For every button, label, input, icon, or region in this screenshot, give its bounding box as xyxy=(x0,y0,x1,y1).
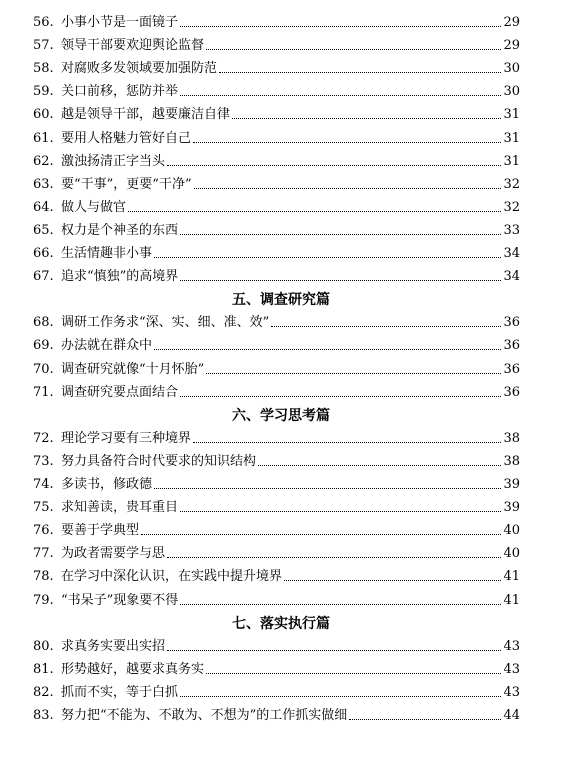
entry-number: 81. xyxy=(33,661,54,677)
entry-title: 形势越好，越要求真务实 xyxy=(61,661,205,677)
entry-page-number: 40 xyxy=(503,546,520,562)
toc-entry[interactable] xyxy=(33,197,520,217)
entry-title: 调查研究就像“十月怀胎” xyxy=(61,361,205,377)
toc-entry[interactable] xyxy=(33,382,520,402)
entry-page-number: 38 xyxy=(503,453,520,469)
entry-page-number: 36 xyxy=(503,361,520,377)
toc-entry[interactable] xyxy=(33,705,520,725)
dot-leader xyxy=(232,118,501,119)
toc-entry[interactable] xyxy=(33,220,520,240)
toc-entry[interactable] xyxy=(33,35,520,55)
entry-title: 激浊扬清正字当头 xyxy=(61,153,166,169)
entry-title: 越是领导干部，越要廉洁自律 xyxy=(61,107,231,123)
dot-leader xyxy=(193,442,501,443)
entry-number: 71. xyxy=(33,384,54,400)
entry-number: 66. xyxy=(33,246,54,261)
section-heading: 五、调查研究篇 xyxy=(232,292,330,309)
entry-page-number: 29 xyxy=(503,15,520,30)
dot-leader xyxy=(167,557,501,558)
toc-entry[interactable] xyxy=(33,151,520,171)
entry-number: 76. xyxy=(33,523,54,539)
entry-title: 追求“慎独”的高境界 xyxy=(61,269,179,285)
section-heading: 六、学习思考篇 xyxy=(232,407,330,424)
dot-leader xyxy=(180,396,501,397)
dot-leader xyxy=(167,165,501,166)
toc-entry[interactable] xyxy=(33,659,520,679)
entry-title: 求知善读，贵耳重目 xyxy=(61,500,179,516)
entry-title: 调查研究要点面结合 xyxy=(61,384,179,400)
section-heading: 七、落实执行篇 xyxy=(232,615,330,632)
entry-number: 70. xyxy=(33,361,54,377)
dot-leader xyxy=(180,696,501,697)
entry-number: 79. xyxy=(33,592,54,608)
dot-leader xyxy=(206,673,501,674)
dot-leader xyxy=(180,280,501,281)
entry-title: 在学习中深化认识，在实践中提升境界 xyxy=(61,569,283,585)
dot-leader xyxy=(180,511,501,512)
dot-leader xyxy=(180,95,501,96)
dot-leader xyxy=(154,257,501,258)
entry-number: 74. xyxy=(33,477,54,492)
entry-title: 努力具备符合时代要求的知识结构 xyxy=(61,453,257,469)
dot-leader xyxy=(128,211,501,212)
entry-number: 61. xyxy=(33,130,54,146)
entry-page-number: 41 xyxy=(503,569,520,585)
dot-leader xyxy=(193,142,501,143)
toc-entry[interactable] xyxy=(33,428,520,448)
entry-title: 小事小节是一面镜子 xyxy=(61,15,179,30)
entry-page-number: 30 xyxy=(503,84,520,100)
toc-entry[interactable] xyxy=(33,566,520,586)
dot-leader xyxy=(154,488,501,489)
entry-page-number: 36 xyxy=(503,384,520,400)
toc-entry[interactable] xyxy=(33,497,520,517)
entry-title: “书呆子”现象要不得 xyxy=(61,592,179,608)
entry-title: 要善于学典型 xyxy=(61,523,140,539)
dot-leader xyxy=(258,465,501,466)
entry-page-number: 39 xyxy=(503,500,520,516)
entry-number: 67. xyxy=(33,269,54,285)
toc-entry[interactable] xyxy=(33,335,520,355)
entry-page-number: 38 xyxy=(503,430,520,446)
entry-title: 理论学习要有三种境界 xyxy=(61,430,192,446)
toc-entry[interactable] xyxy=(33,128,520,148)
entry-number: 56. xyxy=(33,15,54,30)
entry-title: 对腐败多发领域要加强防范 xyxy=(61,61,218,77)
entry-number: 82. xyxy=(33,684,54,700)
dot-leader xyxy=(349,719,501,720)
entry-number: 73. xyxy=(33,453,54,469)
toc-entry[interactable] xyxy=(33,543,520,563)
toc-entry[interactable] xyxy=(33,359,520,379)
entry-page-number: 36 xyxy=(503,338,520,354)
dot-leader xyxy=(271,326,501,327)
entry-number: 60. xyxy=(33,107,54,123)
entry-number: 80. xyxy=(33,638,54,654)
entry-page-number: 32 xyxy=(503,199,520,215)
toc-entry[interactable] xyxy=(33,451,520,471)
entry-title: 领导干部要欢迎舆论监督 xyxy=(61,38,205,54)
entry-page-number: 36 xyxy=(503,315,520,331)
entry-title: 调研工作务求“深、实、细、准、效” xyxy=(61,315,270,331)
dot-leader xyxy=(194,188,502,189)
entry-number: 62. xyxy=(33,153,54,169)
dot-leader xyxy=(284,580,501,581)
toc-entry[interactable] xyxy=(33,58,520,78)
entry-title: 努力把“不能为、不敢为、不想为”的工作抓实做细 xyxy=(61,708,348,723)
entry-page-number: 31 xyxy=(503,130,520,146)
toc-entry[interactable] xyxy=(33,81,520,101)
entry-page-number: 39 xyxy=(503,477,520,492)
toc-entry[interactable] xyxy=(33,266,520,286)
toc-entry[interactable] xyxy=(33,474,520,494)
entry-page-number: 31 xyxy=(503,107,520,123)
entry-title: 权力是个神圣的东西 xyxy=(61,222,179,238)
entry-number: 68. xyxy=(33,315,54,331)
entry-title: 抓而不实，等于白抓 xyxy=(61,684,179,700)
entry-number: 83. xyxy=(33,708,54,723)
entry-number: 78. xyxy=(33,569,54,585)
entry-number: 59. xyxy=(33,84,54,100)
entry-number: 58. xyxy=(33,61,54,77)
entry-number: 63. xyxy=(33,176,54,192)
entry-title: 要用人格魅力管好自己 xyxy=(61,130,192,146)
toc-entry[interactable] xyxy=(33,312,520,332)
entry-page-number: 30 xyxy=(503,61,520,77)
entry-title: 关口前移，惩防并举 xyxy=(61,84,179,100)
entry-page-number: 31 xyxy=(503,153,520,169)
toc-entry[interactable] xyxy=(33,243,520,263)
entry-page-number: 44 xyxy=(503,708,520,723)
dot-leader xyxy=(180,604,501,605)
entry-page-number: 43 xyxy=(503,638,520,654)
entry-number: 64. xyxy=(33,199,54,215)
entry-page-number: 32 xyxy=(503,176,520,192)
entry-number: 72. xyxy=(33,430,54,446)
dot-leader xyxy=(206,49,501,50)
entry-page-number: 40 xyxy=(503,523,520,539)
entry-page-number: 34 xyxy=(503,246,520,261)
entry-number: 57. xyxy=(33,38,54,54)
toc-entry[interactable] xyxy=(33,682,520,702)
entry-page-number: 29 xyxy=(503,38,520,54)
entry-title: 多读书，修政德 xyxy=(61,477,153,492)
entry-number: 65. xyxy=(33,222,54,238)
toc-entry[interactable] xyxy=(33,636,520,656)
entry-number: 69. xyxy=(33,338,54,354)
dot-leader xyxy=(180,26,501,27)
entry-title: 生活情趣非小事 xyxy=(61,246,153,261)
toc-entry[interactable] xyxy=(33,12,520,32)
toc-entry[interactable] xyxy=(33,590,520,610)
toc-entry[interactable] xyxy=(33,520,520,540)
dot-leader xyxy=(206,373,501,374)
dot-leader xyxy=(141,534,501,535)
dot-leader xyxy=(167,650,501,651)
entry-title: 为政者需要学与思 xyxy=(61,546,166,562)
entry-title: 办法就在群众中 xyxy=(61,338,153,354)
dot-leader xyxy=(219,72,501,73)
entry-title: 求真务实要出实招 xyxy=(61,638,166,654)
entry-page-number: 43 xyxy=(503,684,520,700)
dot-leader xyxy=(180,234,501,235)
entry-number: 77. xyxy=(33,546,54,562)
toc-entry[interactable] xyxy=(33,174,520,194)
entry-page-number: 43 xyxy=(503,661,520,677)
dot-leader xyxy=(154,349,501,350)
toc-entry[interactable] xyxy=(33,104,520,124)
entry-page-number: 34 xyxy=(503,269,520,285)
entry-page-number: 33 xyxy=(503,222,520,238)
entry-number: 75. xyxy=(33,500,54,516)
entry-page-number: 41 xyxy=(503,592,520,608)
entry-title: 要“干事”，更要“干净” xyxy=(61,176,192,192)
entry-title: 做人与做官 xyxy=(61,199,127,215)
